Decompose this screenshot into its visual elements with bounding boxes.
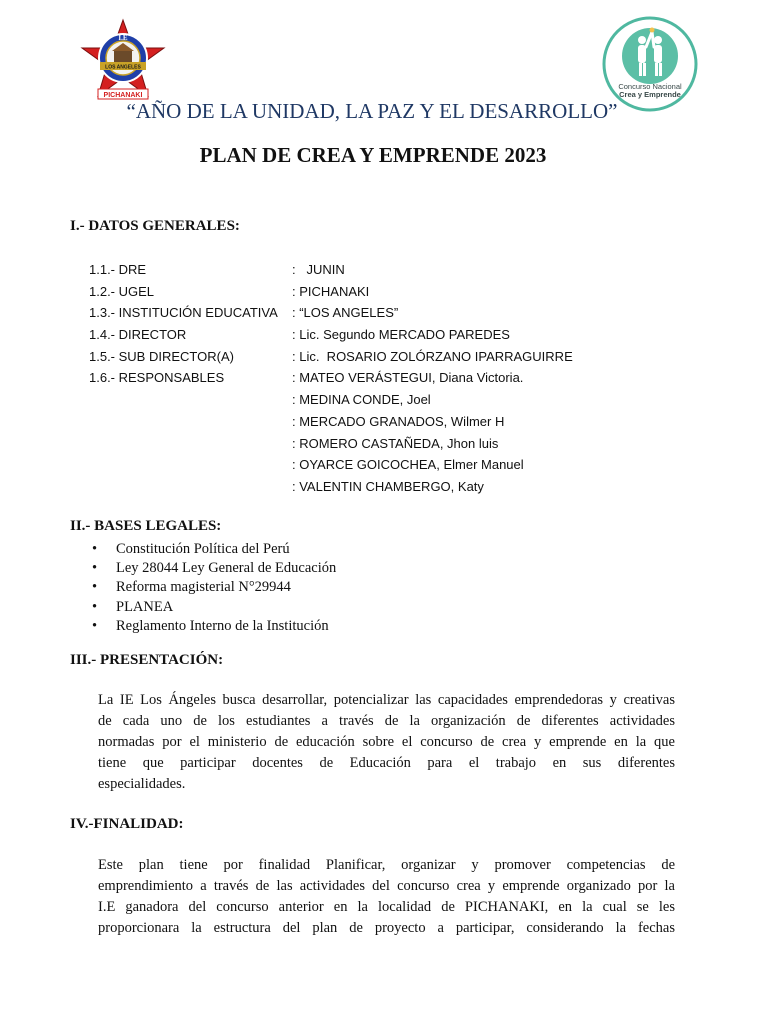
purpose-paragraph	[98, 855, 675, 939]
paragraph-line: especialidades.	[98, 776, 186, 792]
legal-base-text: Ley 28044 Ley General de Educación	[116, 560, 337, 577]
bullet-icon: •	[92, 617, 98, 634]
general-data-row	[89, 433, 573, 455]
data-value: : MERCADO GRANADOS, Wilmer H	[292, 413, 505, 429]
year-motto: “AÑO DE LA UNIDAD, LA PAZ Y EL DESARROLLO”	[126, 99, 618, 123]
school-crest-logo	[78, 18, 168, 100]
data-value: : Lic. Segundo MERCADO PAREDES	[292, 327, 510, 343]
general-data-row	[89, 367, 573, 389]
data-label: 1.6.- RESPONSABLES	[89, 370, 225, 386]
data-value: : OYARCE GOICOCHEA, Elmer Manuel	[292, 457, 524, 473]
paragraph-line: proporcionara la estructura del plan de proyecto a participar, considerando la fechas	[98, 920, 675, 936]
paragraph-line: La IE Los Ángeles busca desarrollar, potencializar las capacidades emprendedoras y creativas	[98, 692, 675, 708]
crest-text-top: I.E	[118, 34, 128, 42]
data-label: 1.3.- INSTITUCIÓN EDUCATIVA	[89, 305, 278, 321]
presentation-paragraph	[98, 690, 675, 795]
data-label	[89, 389, 292, 411]
data-value: : MATEO VERÁSTEGUI, Diana Victoria.	[292, 370, 524, 386]
general-data-row	[89, 411, 573, 433]
data-value: : ROMERO CASTAÑEDA, Jhon luis	[292, 435, 499, 451]
data-value: : MEDINA CONDE, Joel	[292, 392, 431, 408]
general-data-row	[89, 281, 573, 303]
bullet-icon: •	[92, 598, 98, 615]
logo-caption	[602, 83, 698, 99]
logo-caption-line1: Concurso Nacional	[618, 82, 682, 91]
legal-base-item	[92, 559, 336, 578]
paragraph-line: Este plan tiene por finalidad Planificar, organizar y promover competencias de	[98, 857, 675, 873]
paragraph-line: emprendimiento a través de las actividades del concurso crea y emprende organizado por la	[98, 878, 675, 894]
legal-base-text: PLANEA	[116, 598, 174, 615]
general-data-row	[89, 259, 573, 281]
data-value: : PICHANAKI	[292, 283, 370, 299]
bullet-icon: •	[92, 560, 98, 577]
crest-text-band: LOS ANGELES	[105, 64, 141, 71]
paragraph-line: de cada uno de los estudiantes a través de la organización de diferentes actividades	[98, 713, 675, 729]
page-title: PLAN DE CREA Y EMPRENDE 2023	[199, 143, 547, 167]
legal-base-text: Reforma magisterial N°29944	[116, 579, 291, 596]
data-value: : VALENTIN CHAMBERGO, Katy	[292, 478, 484, 494]
logo-caption-line2: Crea y Emprende	[619, 90, 681, 99]
legal-base-item	[92, 578, 336, 597]
general-data-row	[89, 324, 573, 346]
legal-base-item	[92, 617, 336, 636]
data-label: 1.1.- DRE	[89, 262, 147, 277]
general-data-row	[89, 476, 573, 498]
data-label	[89, 454, 292, 476]
data-label	[89, 433, 292, 455]
data-label	[89, 411, 292, 433]
crest-text-bottom: PICHANAKI	[103, 92, 143, 99]
legal-bases-list	[92, 540, 336, 636]
paragraph-line: I.E ganadora del concurso anterior en la localidad de PICHANAKI, en la cual se les	[98, 899, 675, 915]
data-value: : “LOS ANGELES”	[292, 305, 399, 321]
data-label: 1.5.- SUB DIRECTOR(A)	[89, 348, 234, 364]
paragraph-line: normadas por el ministerio de educación sobre el concurso de crea y emprende en la que	[98, 734, 675, 750]
section3-heading: III.- PRESENTACIÓN:	[70, 652, 224, 668]
legal-base-text: Reglamento Interno de la Institución	[116, 617, 329, 634]
section1-heading: I.- DATOS GENERALES:	[70, 218, 240, 234]
legal-base-item	[92, 540, 336, 559]
section4-heading: IV.-FINALIDAD:	[70, 816, 184, 832]
legal-base-text: Constitución Política del Perú	[116, 541, 290, 557]
data-value: : JUNIN	[292, 262, 345, 277]
data-label: 1.4.- DIRECTOR	[89, 327, 187, 343]
legal-base-item	[92, 598, 336, 617]
general-data-list	[89, 259, 573, 498]
general-data-row	[89, 302, 573, 324]
bullet-icon: •	[92, 541, 98, 557]
general-data-row	[89, 454, 573, 476]
data-label: 1.2.- UGEL	[89, 283, 155, 299]
general-data-row	[89, 346, 573, 368]
data-label	[89, 476, 292, 498]
general-data-row	[89, 389, 573, 411]
bullet-icon: •	[92, 579, 98, 596]
data-value: : Lic. ROSARIO ZOLÓRZANO IPARRAGUIRRE	[292, 348, 573, 364]
paragraph-line: tiene que participar docentes de Educación para el trabajo en sus diferentes	[98, 755, 675, 771]
section2-heading: II.- BASES LEGALES:	[70, 518, 222, 534]
